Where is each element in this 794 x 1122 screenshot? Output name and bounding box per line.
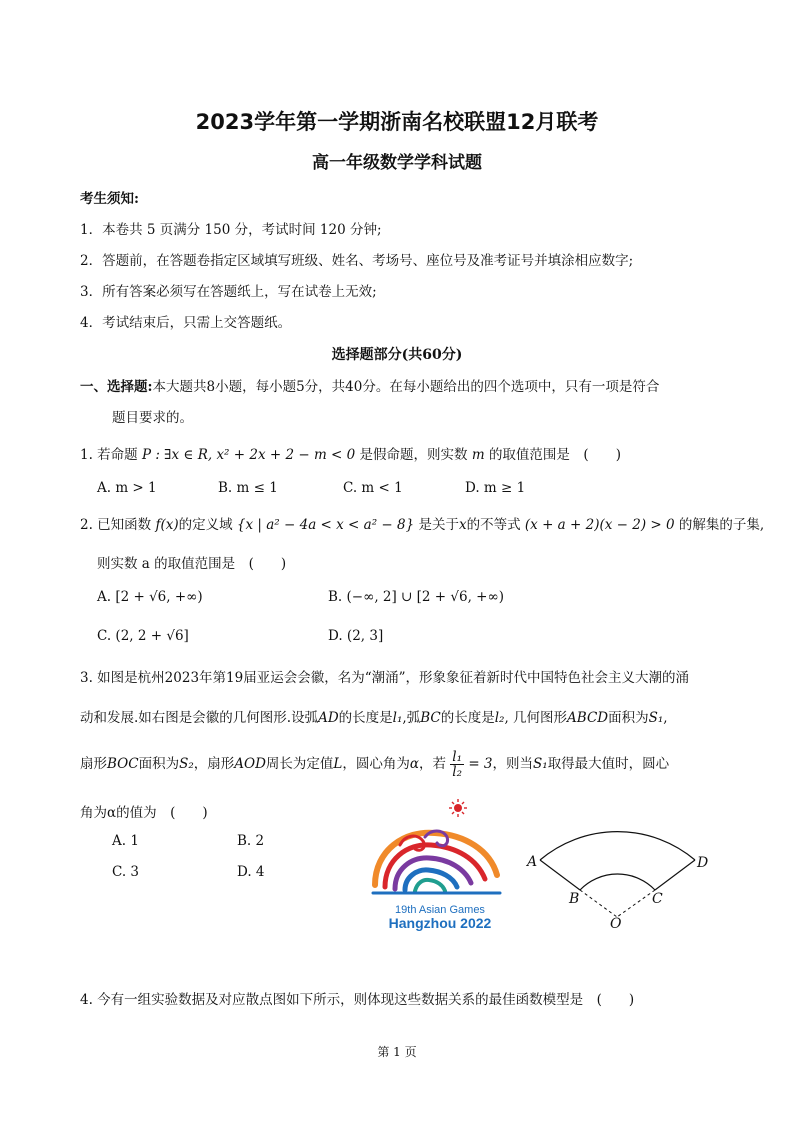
q2-end: 的解集的子集, — [678, 517, 765, 533]
q1-prefix: 1. 若命题 — [80, 447, 138, 463]
q3-line3-e: ，扇形 — [193, 756, 235, 772]
q3-line2-g: 的长度是 — [440, 710, 495, 726]
q3-L: L — [333, 756, 343, 772]
q1-var: m — [471, 447, 485, 463]
asian-games-logo — [365, 795, 515, 935]
label-b: B — [569, 891, 580, 907]
q3-line2 — [80, 706, 668, 726]
q1-math: P : ∃x ∈ R, x² + 2x + 2 − m < 0 — [141, 447, 356, 463]
q3-alpha: α — [409, 756, 419, 772]
q3-line3-i: ，圆心角为 — [342, 756, 410, 772]
section-intro-text: 本大题共8小题，每小题5分，共40分。在每小题给出的四个选项中，只有一项是符合 — [152, 379, 660, 395]
q3-line4: 角为α的值为 ( ) — [80, 805, 208, 821]
sun-emblem-icon — [449, 799, 467, 817]
q3-line2-k: 面积为 — [608, 710, 649, 726]
q1-option-c: C. m < 1 — [343, 480, 403, 496]
q2-option-a: A. [2 + √6, +∞) — [97, 589, 203, 605]
q2-mid2: 是关于 — [418, 517, 459, 533]
q3-aod: AOD — [234, 756, 266, 772]
section-intro-label: 一、选择题: — [80, 379, 153, 395]
q3-option-d: D. 4 — [237, 864, 265, 880]
q2-mid: 的定义域 — [178, 517, 233, 533]
q3-frac-num: l₁ — [452, 749, 463, 765]
section-intro — [80, 375, 659, 395]
notice-item-3: 3．所有答案必须写在答题纸上，写在试卷上无效; — [80, 284, 377, 300]
exam-title: 2023学年第一学期浙南名校联盟12月联考 — [195, 110, 599, 134]
q3-line3-a: 扇形 — [80, 756, 107, 772]
q2-mid3: 的不等式 — [466, 517, 521, 533]
label-c: C — [652, 891, 663, 907]
q3-s1: S₁ — [648, 710, 664, 726]
notice-item-1: 1．本卷共 5 页满分 150 分，考试时间 120 分钟; — [80, 222, 382, 238]
q3-arc-ad: AD — [318, 710, 339, 726]
q3-line3-m: ，则当 — [492, 756, 534, 772]
q3-line2-i: , 几何图形 — [504, 710, 568, 726]
q1-stem — [80, 443, 621, 463]
q2-option-d: D. (2, 3] — [328, 628, 384, 644]
logo-line2: Hangzhou 2022 — [388, 915, 492, 931]
q1-end: 的取值范围是 ( ) — [488, 447, 621, 463]
q3-fraction — [450, 750, 464, 779]
q1-option-d: D. m ≥ 1 — [465, 480, 526, 496]
q3-line3-c: 面积为 — [138, 756, 180, 772]
q2-x: x — [458, 517, 467, 533]
q3-frac-den: l₂ — [452, 764, 463, 780]
q3-option-b: B. 2 — [237, 833, 265, 849]
q1-suffix: 是假命题，则实数 — [359, 447, 468, 463]
segment-dc — [655, 860, 695, 890]
arc-bc — [580, 874, 655, 890]
notice-heading: 考生须知: — [80, 191, 139, 207]
segment-ab — [540, 860, 580, 890]
label-a: A — [527, 854, 538, 870]
q3-abcd: ABCD — [567, 710, 609, 726]
q3-line2-c: 的长度是 — [338, 710, 393, 726]
q3-l1: l₁ — [392, 710, 403, 726]
segment-co — [617, 890, 655, 917]
section-title: 选择题部分(共60分) — [331, 347, 463, 363]
q2-set: {x | a² − 4a < x < a² − 8} — [236, 517, 415, 533]
arc-ad — [540, 832, 695, 860]
label-o: O — [610, 916, 622, 932]
q3-line2-e: ,弧 — [402, 710, 421, 726]
q2-ineq: (x + a + 2)(x − 2) > 0 — [524, 517, 675, 533]
q2-stem-line2: 则实数 a 的取值范围是 ( ) — [97, 556, 287, 572]
q2-prefix: 2. 已知函数 — [80, 517, 152, 533]
logo-graphic — [365, 795, 515, 935]
q3-option-c: C. 3 — [112, 864, 140, 880]
tide-waves-icon — [373, 831, 500, 893]
page-number: 第 1 页 — [377, 1045, 417, 1059]
q3-line3 — [80, 750, 669, 779]
q1-option-a: A. m > 1 — [97, 480, 157, 496]
q2-stem — [80, 513, 764, 533]
section-intro-line2: 题目要求的。 — [112, 410, 193, 426]
q2-fx: f(x) — [155, 517, 179, 533]
q3-line2-a: 动和发展.如右图是会徽的几何图形.设弧 — [80, 710, 319, 726]
q3-arc-bc: BC — [420, 710, 441, 726]
q2-option-b: B. (−∞, 2] ∪ [2 + √6, +∞) — [328, 589, 505, 605]
logo-line1: 19th Asian Games — [395, 904, 485, 916]
q3-line1: 3. 如图是杭州2023年第19届亚运会会徽，名为“潮涌”，形象象征着新时代中国特色社会主义大潮的涌 — [80, 670, 690, 686]
q3-line3-g: 周长为定值 — [265, 756, 334, 772]
label-d: D — [697, 855, 709, 871]
q1-option-b: B. m ≤ 1 — [218, 480, 278, 496]
exam-subtitle: 高一年级数学学科试题 — [312, 153, 482, 173]
q3-line3-o: 取得最大值时，圆心 — [547, 756, 670, 772]
q3-boc: BOC — [107, 756, 139, 772]
sector-figure — [520, 795, 715, 935]
q3-eq3: = 3 — [468, 756, 493, 772]
q3-line2-m: , — [663, 710, 668, 726]
q3-s2: S₂ — [179, 756, 194, 772]
q3-option-a: A. 1 — [112, 833, 139, 849]
segment-bo — [580, 890, 617, 917]
notice-item-2: 2．答题前，在答题卷指定区域填写班级、姓名、考场号、座位号及准考证号并填涂相应数字; — [80, 253, 634, 269]
q3-line3-k: ，若 — [418, 756, 446, 772]
notice-item-4: 4．考试结束后，只需上交答题纸。 — [80, 315, 292, 331]
q2-option-c: C. (2, 2 + √6] — [97, 628, 189, 644]
q4-stem: 4. 今有一组实验数据及对应散点图如下所示，则体现这些数据关系的最佳函数模型是 ( ) — [80, 992, 635, 1008]
q3-s1b: S₁ — [533, 756, 548, 772]
q3-l2: l₂ — [494, 710, 505, 726]
sector-diagram — [520, 795, 715, 935]
